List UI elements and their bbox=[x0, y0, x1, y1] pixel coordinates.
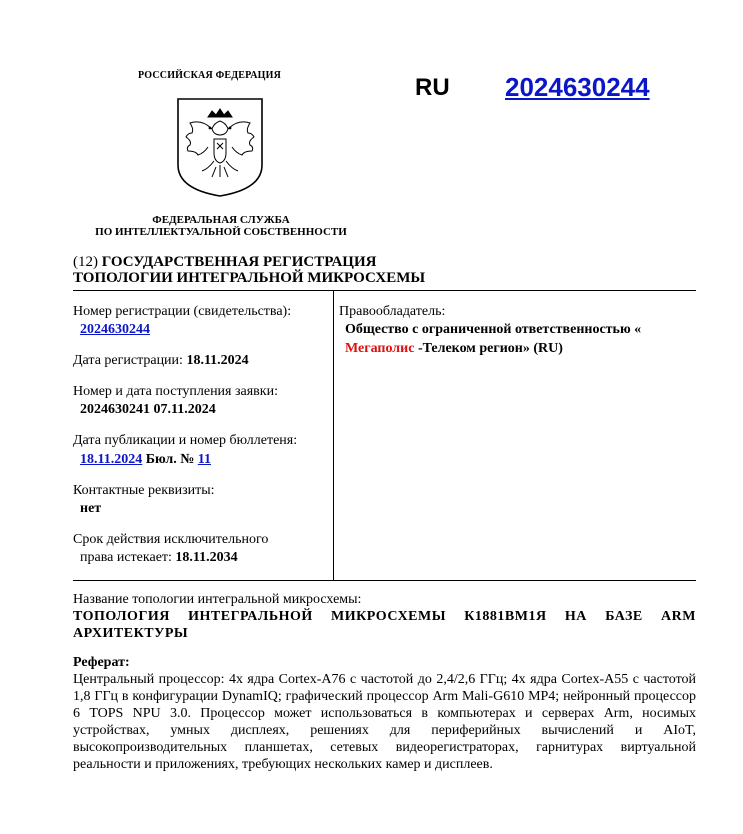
reg-number-label: Номер регистрации (свидетельства): bbox=[73, 304, 292, 319]
publication-label: Дата публикации и номер бюллетеня: bbox=[73, 433, 298, 448]
expiry-value: 18.11.2034 bbox=[175, 550, 238, 565]
application-label: Номер и дата поступления заявки: bbox=[73, 384, 278, 399]
divider-bottom bbox=[73, 580, 696, 581]
expiry-label-line-1: Срок действия исключительного bbox=[73, 532, 269, 547]
agency-name bbox=[80, 214, 362, 238]
holder-label: Правообладатель: bbox=[339, 304, 446, 319]
topology-name: ТОПОЛОГИЯ ИНТЕГРАЛЬНОЙ МИКРОСХЕМЫ К1881ВМ1Я НА БАЗЕ ARM АРХИТЕКТУРЫ bbox=[73, 609, 696, 641]
country-code: RU bbox=[415, 74, 450, 101]
expiry-label-line-2: права истекает: bbox=[80, 550, 172, 565]
document-kind-line-2: ТОПОЛОГИИ ИНТЕГРАЛЬНОЙ МИКРОСХЕМЫ bbox=[73, 270, 426, 286]
contacts-label: Контактные реквизиты: bbox=[73, 483, 215, 498]
contacts-value: нет bbox=[80, 501, 102, 516]
document-kind bbox=[73, 254, 425, 286]
reg-date-field bbox=[73, 353, 249, 369]
reg-number-link[interactable]: 2024630244 bbox=[80, 322, 150, 337]
topology-name-label: Название топологии интегральной микросхемы: bbox=[73, 592, 362, 607]
abstract-label: Реферат: bbox=[73, 655, 130, 670]
agency-line-1: ФЕДЕРАЛЬНАЯ СЛУЖБА bbox=[152, 214, 290, 226]
bulletin-label: Бюл. № bbox=[145, 452, 195, 467]
reg-date-value: 18.11.2024 bbox=[186, 353, 249, 368]
country-name: РОССИЙСКАЯ ФЕДЕРАЦИЯ bbox=[138, 70, 282, 81]
coat-of-arms-emblem bbox=[174, 95, 266, 199]
agency-line-2: ПО ИНТЕЛЛЕКТУАЛЬНОЙ СОБСТВЕННОСТИ bbox=[95, 226, 347, 238]
publication-value bbox=[80, 452, 211, 468]
holder-rest: -Телеком регион» (RU) bbox=[414, 341, 563, 356]
holder-line-2 bbox=[345, 341, 563, 357]
divider-vertical bbox=[333, 290, 334, 580]
holder-highlight: Мегаполис bbox=[345, 341, 415, 356]
document-kind-line-1: ГОСУДАРСТВЕННАЯ РЕГИСТРАЦИЯ bbox=[101, 254, 377, 270]
application-value: 2024630241 07.11.2024 bbox=[80, 402, 216, 417]
reg-date-label: Дата регистрации: bbox=[73, 353, 183, 368]
expiry-field bbox=[80, 550, 238, 566]
divider-top bbox=[73, 290, 696, 291]
bulletin-number-link[interactable]: 11 bbox=[197, 452, 211, 467]
holder-line-1: Общество с ограниченной ответственностью « bbox=[345, 322, 642, 337]
publication-date-link[interactable]: 18.11.2024 bbox=[80, 452, 143, 467]
document-kind-code: (12) bbox=[73, 254, 98, 270]
registration-number-link[interactable]: 2024630244 bbox=[505, 72, 650, 102]
abstract-text: Центральный процессор: 4х ядра Cortex-A76 с частотой до 2,4/2,6 ГГц; 4х ядра Cortex-A55 с частотой 1,8 ГГц в конфигурации DynamIQ; графический процессор Arm Mali-G610 MP4; нейронный процессор 6 TOPS NPU 3.0. Процессор может использоваться в компьютерах и серверах Arm, носимых устройствах, умных дисплеях, решениях для периферийных вычислений и AIoT, высокопроизводительных планшетах, сетевых видеорегистраторах, гарнитурах виртуальной реальности и приложениях, требующих нескольких камер и дисплеев. bbox=[73, 672, 696, 772]
